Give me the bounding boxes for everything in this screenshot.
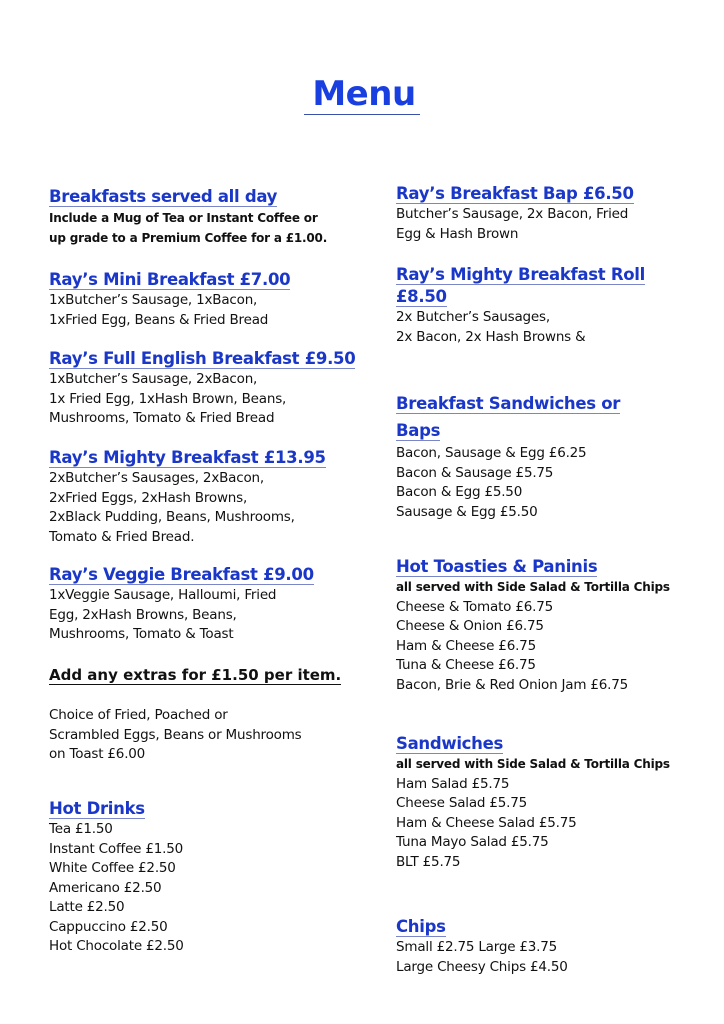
- section-breakfasts: [49, 186, 379, 248]
- item-line: Ham & Cheese Salad £5.75: [396, 814, 577, 831]
- item-line: Cheese & Onion £6.75: [396, 618, 544, 634]
- item-line: 2xButcher’s Sausages, 2xBacon,: [49, 470, 264, 486]
- item-line: Egg & Hash Brown: [396, 225, 519, 242]
- item-heading: Ray’s Mighty Breakfast £13.95: [49, 448, 326, 467]
- drink-line: Hot Chocolate £2.50: [49, 938, 184, 954]
- item-veggie-breakfast: [49, 564, 379, 645]
- item-line: Mushrooms, Tomato & Fried Bread: [49, 410, 275, 426]
- item-full-english: [49, 348, 379, 429]
- item-heading: Ray’s Mini Breakfast £7.00: [49, 270, 291, 289]
- section-breakfast-sandwiches: [396, 390, 724, 522]
- item-line: Bacon & Sausage £5.75: [396, 464, 554, 481]
- item-line: Bacon & Egg £5.50: [396, 484, 523, 500]
- item-line: Bacon, Sausage & Egg £6.25: [396, 445, 587, 461]
- item-line: Large Cheesy Chips £4.50: [396, 958, 568, 975]
- drink-line: White Coffee £2.50: [49, 860, 176, 876]
- note-line: up grade to a Premium Coffee for a £1.00.: [49, 231, 328, 245]
- section-heading: Sandwiches: [396, 734, 504, 753]
- item-heading: Ray’s Full English Breakfast £9.50: [49, 349, 356, 368]
- item-breakfast-roll: [396, 264, 724, 347]
- section-subheading: all served with Side Salad & Tortilla Chips: [396, 580, 670, 594]
- item-line: 1xButcher’s Sausage, 2xBacon,: [49, 371, 258, 387]
- section-hot-toasties: [396, 556, 724, 695]
- item-line: 1xButcher’s Sausage, 1xBacon,: [49, 292, 258, 308]
- item-line: Tuna & Cheese £6.75: [396, 657, 536, 673]
- item-line: Scrambled Eggs, Beans or Mushrooms: [49, 726, 302, 743]
- drink-line: Tea £1.50: [49, 821, 113, 837]
- item-line: BLT £5.75: [396, 853, 461, 870]
- section-heading: Breakfast Sandwiches or: [396, 394, 621, 413]
- menu-title: Menu: [0, 74, 724, 114]
- item-line: Ham & Cheese £6.75: [396, 637, 536, 654]
- item-line: 2xBlack Pudding, Beans, Mushrooms,: [49, 509, 295, 525]
- item-line: Cheese Salad £5.75: [396, 795, 527, 811]
- item-line: Sausage & Egg £5.50: [396, 503, 538, 520]
- item-line: 2x Bacon, 2x Hash Browns &: [396, 328, 586, 345]
- item-eggs-on-toast: [49, 706, 379, 765]
- item-line: 2xFried Eggs, 2xHash Browns,: [49, 489, 248, 506]
- section-subheading: all served with Side Salad & Tortilla Chips: [396, 757, 670, 771]
- section-chips: [396, 916, 724, 977]
- section-heading: Hot Drinks: [49, 799, 145, 818]
- item-line: 1x Fried Egg, 1xHash Brown, Beans,: [49, 390, 287, 407]
- drink-line: Cappuccino £2.50: [49, 918, 168, 935]
- item-line: 1xVeggie Sausage, Halloumi, Fried: [49, 587, 277, 603]
- item-heading: Ray’s Mighty Breakfast Roll: [396, 265, 645, 284]
- item-line: Tuna Mayo Salad £5.75: [396, 834, 549, 850]
- item-line: Bacon, Brie & Red Onion Jam £6.75: [396, 676, 629, 693]
- item-heading: Ray’s Breakfast Bap £6.50: [396, 184, 634, 203]
- item-heading: Ray’s Veggie Breakfast £9.00: [49, 565, 314, 584]
- item-line: 2x Butcher’s Sausages,: [396, 309, 550, 325]
- section-heading: Hot Toasties & Paninis: [396, 557, 598, 576]
- extras-note: Add any extras for £1.50 per item.: [49, 666, 342, 684]
- note-line: Include a Mug of Tea or Instant Coffee or: [49, 211, 318, 225]
- drink-line: Americano £2.50: [49, 879, 162, 896]
- item-line: Butcher’s Sausage, 2x Bacon, Fried: [396, 206, 629, 222]
- section-heading: Baps: [396, 421, 441, 440]
- item-line: Small £2.75 Large £3.75: [396, 939, 558, 955]
- item-line: on Toast £6.00: [49, 746, 146, 762]
- item-line: Tomato & Fried Bread.: [49, 528, 195, 545]
- section-heading: Breakfasts served all day: [49, 187, 278, 206]
- item-line: 1xFried Egg, Beans & Fried Bread: [49, 311, 269, 328]
- item-breakfast-bap: [396, 183, 724, 244]
- drink-line: Instant Coffee £1.50: [49, 840, 184, 857]
- item-line: Egg, 2xHash Browns, Beans,: [49, 606, 237, 623]
- section-hot-drinks: [49, 798, 379, 957]
- item-mighty-breakfast: [49, 447, 379, 547]
- item-line: Cheese & Tomato £6.75: [396, 598, 553, 615]
- drink-line: Latte £2.50: [49, 899, 125, 915]
- item-line: Mushrooms, Tomato & Toast: [49, 626, 234, 642]
- section-heading: Chips: [396, 917, 446, 936]
- item-line: Choice of Fried, Poached or: [49, 707, 228, 723]
- item-line: Ham Salad £5.75: [396, 775, 510, 792]
- section-sandwiches: [396, 733, 724, 872]
- item-heading-price: £8.50: [396, 287, 447, 306]
- item-mini-breakfast: [49, 269, 379, 330]
